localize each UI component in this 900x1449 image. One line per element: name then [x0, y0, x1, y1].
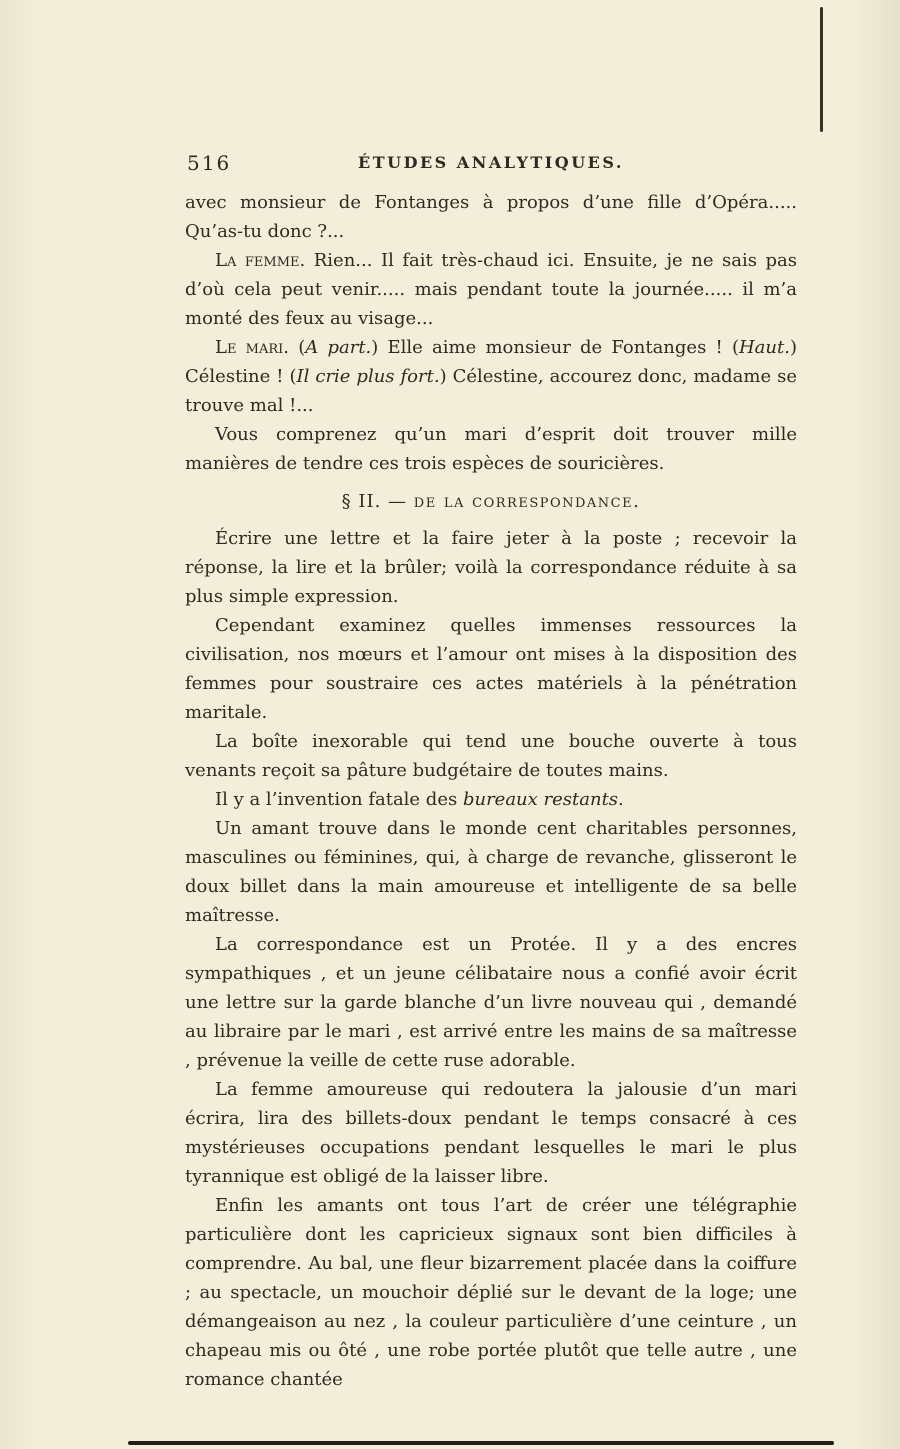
- paragraph: [185, 611, 797, 727]
- text-segment: Vous comprenez qu’un mari d’esprit doit trouver mille manières de tendre ces trois espèces de souricières.: [185, 424, 797, 474]
- text-segment: Il crie plus fort.: [296, 366, 440, 387]
- text-segment: Cependant examinez quelles immenses ressources la civilisation, nos mœurs et l’amour ont mises à la disposition des femmes pour soustraire ces actes matériels à la pénétration maritale.: [185, 615, 797, 723]
- text-segment: (: [289, 337, 306, 358]
- paragraph: [185, 333, 797, 420]
- paragraph: [185, 930, 797, 1075]
- paragraph: [185, 814, 797, 930]
- text-segment: Haut.: [738, 337, 790, 358]
- text-segment: ) Célestine, accourez donc, madame se trouve mal !...: [185, 366, 797, 416]
- paragraph: [185, 420, 797, 478]
- text-segment: de la correspondance.: [413, 491, 641, 512]
- text-segment: .: [618, 789, 624, 810]
- page-content: [185, 148, 797, 1394]
- text-segment: ) Célestine ! (: [185, 337, 797, 387]
- paragraph: [185, 727, 797, 785]
- paragraph: [185, 1191, 797, 1394]
- text-segment: bureaux restants: [462, 789, 619, 810]
- text-segment: La boîte inexorable qui tend une bouche ouverte à tous venants reçoit sa pâture budgétaire de toutes mains.: [185, 731, 797, 781]
- scan-artifact-bottom-edge: [128, 1441, 834, 1445]
- text-segment: ) Elle aime monsieur de Fontanges ! (: [371, 337, 739, 358]
- text-segment: La femme amoureuse qui redoutera la jalousie d’un mari écrira, lira des billets-doux pendant le temps consacré à ces mystérieuses occupations pendant lesquelles le mari le plus tyrannique est obligé de la laisser libre.: [185, 1079, 797, 1187]
- paragraph: [185, 785, 797, 814]
- text-segment: Écrire une lettre et la faire jeter à la poste ; recevoir la réponse, la lire et la brûler; voilà la correspondance réduite à sa plus simple expression.: [185, 528, 797, 607]
- paragraph: [185, 188, 797, 246]
- text-segment: § II. —: [341, 491, 414, 512]
- page-header: [185, 148, 797, 180]
- section-heading: [185, 487, 797, 516]
- text-segment: La femme.: [215, 250, 306, 271]
- text-segment: Le mari.: [215, 337, 289, 358]
- page-number: 516: [187, 151, 232, 175]
- running-header: ÉTUDES ANALYTIQUES.: [358, 153, 624, 172]
- text-segment: La correspondance est un Protée. Il y a des encres sympathiques , et un jeune célibataire nous a confié avoir écrit une lettre sur la garde blanche d’un livre nouveau qui , demandé au libraire par le mari , est arrivé entre les mains de sa maîtresse , prévenue la veille de cette ruse adorable.: [185, 934, 797, 1071]
- paragraph: [185, 1075, 797, 1191]
- text-body: [185, 188, 797, 1394]
- paragraph: [185, 524, 797, 611]
- text-segment: A part.: [305, 337, 372, 358]
- scan-artifact-right-edge: [820, 7, 823, 132]
- text-segment: Rien... Il fait très-chaud ici. Ensuite, je ne sais pas d’où cela peut venir..... mais pendant toute la journée..... il m’a monté des feux au visage...: [185, 250, 797, 329]
- text-segment: avec monsieur de Fontanges à propos d’une fille d’Opéra..... Qu’as-tu donc ?...: [185, 192, 797, 242]
- text-segment: Enfin les amants ont tous l’art de créer une télégraphie particulière dont les capricieux signaux sont bien difficiles à comprendre. Au bal, une fleur bizarrement placée dans la coiffure ; au spectacle, un mouchoir déplié sur le devant de la loge; une démangeaison au nez , la couleur particulière d’une ceinture , un chapeau mis ou ôté , une robe portée plutôt que telle autre , une romance chantée: [185, 1195, 797, 1390]
- text-segment: Un amant trouve dans le monde cent charitables personnes, masculines ou féminines, qui, à charge de revanche, glisseront le doux billet dans la main amoureuse et intelligente de sa belle maîtresse.: [185, 818, 797, 926]
- text-segment: Il y a l’invention fatale des: [215, 789, 463, 810]
- paragraph: [185, 246, 797, 333]
